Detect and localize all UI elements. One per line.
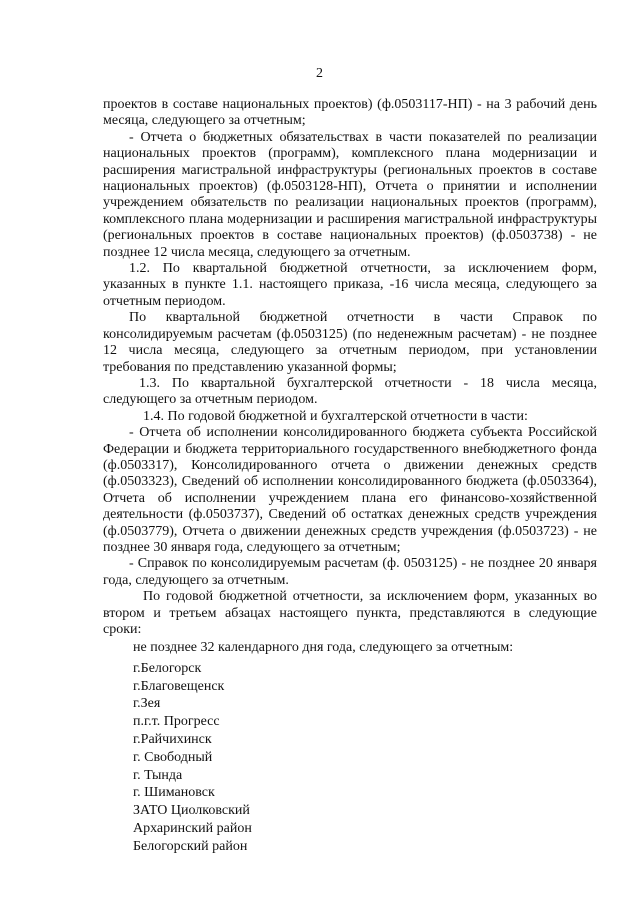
deadline-intro: не позднее 32 календарного дня года, следующего за отчетным: — [133, 640, 514, 656]
list-item: п.г.т. Прогресс — [133, 714, 220, 730]
list-item: г.Райчихинск — [133, 732, 212, 747]
list-item: г. Шимановск — [133, 785, 215, 801]
paragraph-1-2: 1.2. По квартальной бюджетной отчетности, за исключением форм, указанных в пункте 1.1. настоящего приказа, -16 числа месяца, следующего за отчетным периодом. — [103, 261, 597, 309]
list-item: Архаринский район — [133, 820, 252, 836]
list-item: г.Белогорск — [133, 660, 202, 676]
page-number: 2 — [316, 66, 323, 81]
list-item: г.Благовещенск — [133, 678, 225, 694]
paragraph-quarterly-consolidated: По квартальной бюджетной отчетности в части Справок по консолидируемым расчетам (ф.0503125) (по неденежным расчетам) - не позднее 12 числа месяца, следующего за отчетным периодом, при установлении требования по представлению указанной формы; — [103, 310, 597, 375]
document-body — [103, 97, 597, 856]
paragraph-consolidated-references: - Справок по консолидируемым расчетам (ф. 0503125) - не позднее 20 января года, следующего за отчетным. — [103, 556, 597, 588]
paragraph-continuation: проектов в составе национальных проектов) (ф.0503117-НП) - на 3 рабочий день месяца, следующего за отчетным; — [103, 97, 597, 129]
list-item: г. Тында — [133, 767, 183, 783]
list-item: г.Зея — [133, 696, 161, 712]
paragraph-1-4: 1.4. По годовой бюджетной и бухгалтерской отчетности в части: — [143, 408, 528, 424]
paragraph-annual-other-forms: По годовой бюджетной отчетности, за исключением форм, указанных во втором и третьем абзацах настоящего пункта, представляются в следующие сроки: — [103, 589, 597, 637]
paragraph-1-3: 1.3. По квартальной бухгалтерской отчетности - 18 числа месяца, следующего за отчетным периодом. — [103, 375, 597, 408]
list-item: ЗАТО Циолковский — [133, 803, 250, 819]
municipality-list — [133, 660, 597, 856]
list-item: г. Свободный — [133, 749, 213, 765]
paragraph-annual-reports: - Отчета об исполнении консолидированного бюджета субъекта Российской Федерации и бюджета территориального государственного внебюджетного фонда (ф.0503317), Консолидированного отчета о движении денежных средств (ф.0503323), Сведений об исполнении консолидированного бюджета (ф.0503364), Отчета об исполнении учреждением плана его финансово-хозяйственной деятельности (ф.0503737), Сведений об остатках денежных средств учреждения (ф.0503779), Отчета о движении денежных средств учреждения (ф.0503723) - не позднее 30 января года, следующего за отчетным; — [103, 425, 597, 555]
paragraph-report-obligations: - Отчета о бюджетных обязательствах в части показателей по реализации национальных проектов (программ), комплексного плана модернизации и расширения магистральной инфраструктуры (региональных проектов в составе национальных проектов) (ф.0503128-НП), Отчета о принятии и исполнении учреждением обязательств по реализации национальных проектов (программ), комплексного плана модернизации и расширения магистральной инфраструктуры (региональных проектов в составе национальных проектов) (ф.0503738) - не позднее 12 числа месяца, следующего за отчетным. — [103, 129, 597, 260]
list-item: Белогорский район — [133, 838, 248, 854]
